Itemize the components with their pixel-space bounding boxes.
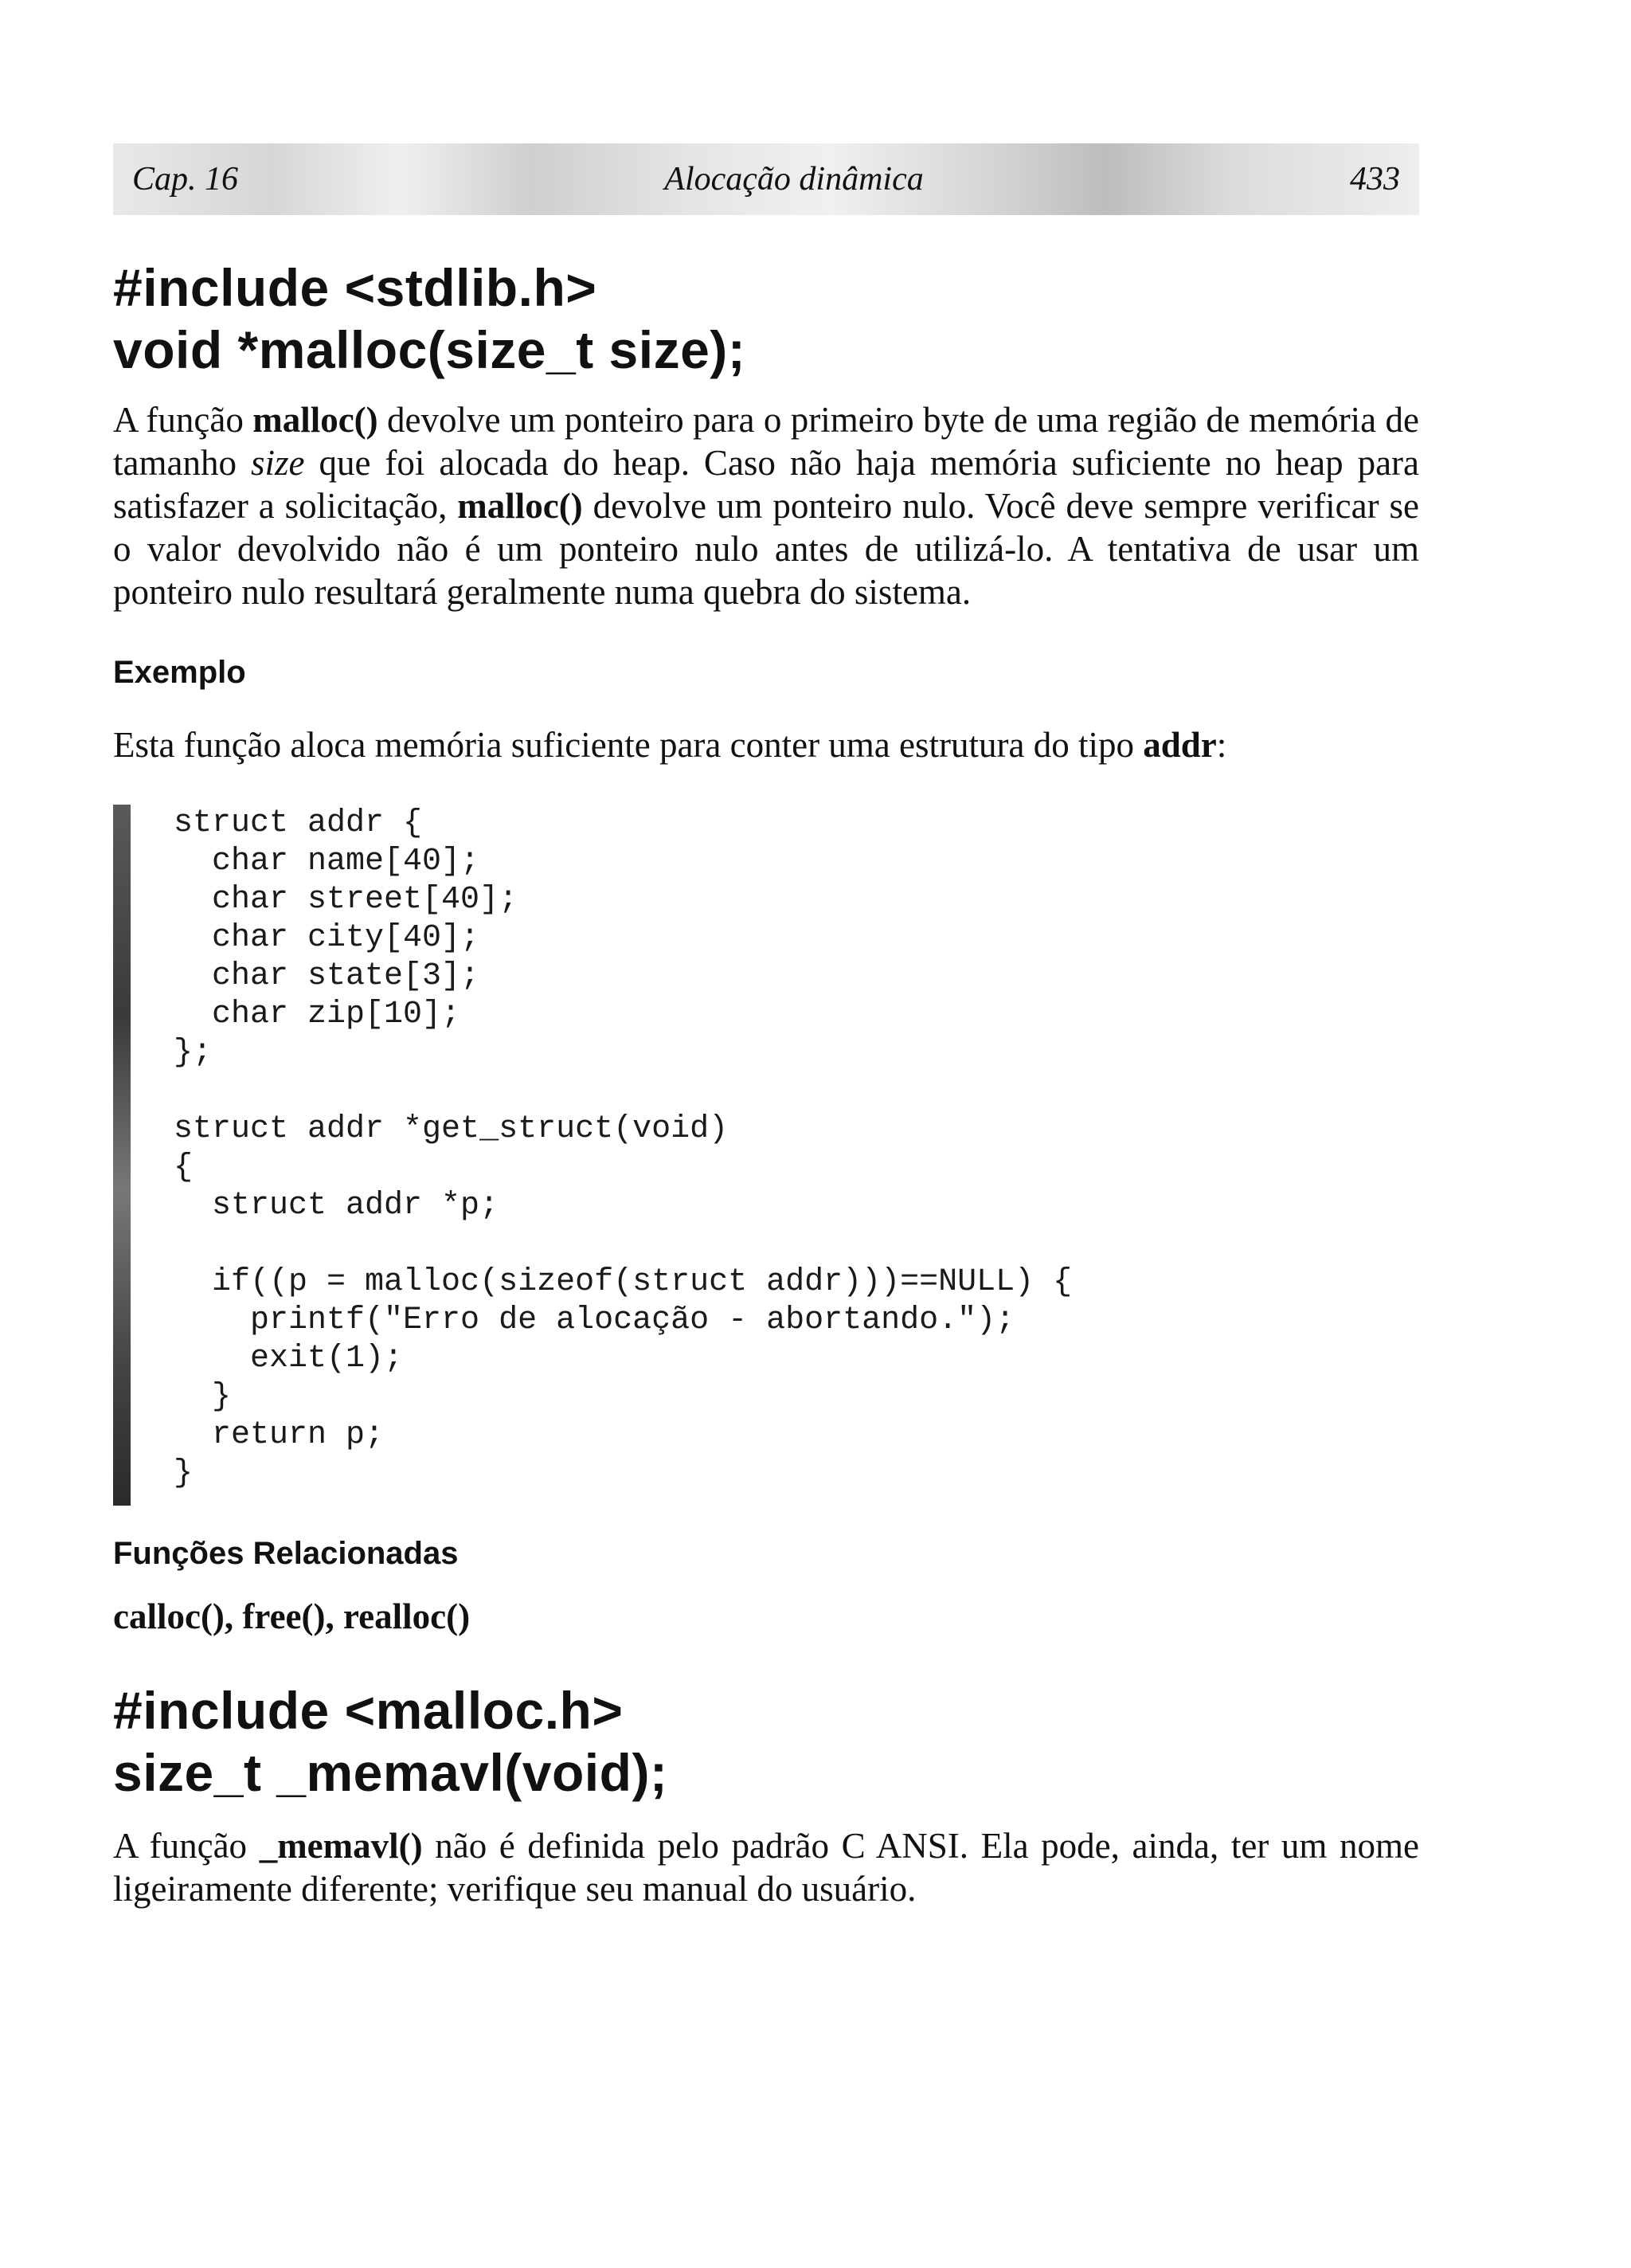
code-example <box>113 805 1419 1506</box>
code-line: char city[40]; <box>174 920 480 956</box>
related-functions-heading: Funções Relacionadas <box>113 1536 459 1571</box>
code-line: printf("Erro de alocação - abortando."); <box>174 1302 1015 1338</box>
text-run: Esta função aloca memória suficiente para conter uma estrutura do tipo <box>113 725 1144 765</box>
text-run: A função <box>113 1826 260 1866</box>
page-number: 433 <box>1350 161 1400 198</box>
example-heading: Exemplo <box>113 655 246 690</box>
text-run: devolve um ponteiro para o primeiro byte de uma região de memória de tamanho <box>113 400 1420 483</box>
text-run: A função <box>113 400 253 440</box>
code-line: if((p = malloc(sizeof(struct addr)))==NULL) { <box>174 1264 1073 1300</box>
text-run: _memavl() <box>259 1826 423 1866</box>
code-line: { <box>174 1150 194 1185</box>
code-line: exit(1); <box>174 1341 404 1377</box>
related-functions-list: calloc(), free(), realloc() <box>113 1596 471 1636</box>
text-run: : <box>1216 725 1227 765</box>
text-run: malloc() <box>252 400 378 440</box>
memavl-description <box>113 1824 1419 1910</box>
running-header <box>113 143 1419 215</box>
code-listing <box>174 805 1072 1493</box>
text-run: addr <box>1143 725 1217 765</box>
malloc-signature <box>113 257 1419 381</box>
code-line: char zip[10]; <box>174 997 461 1032</box>
example-intro <box>113 723 1419 766</box>
memavl-include-line: #include <malloc.h> <box>113 1681 624 1740</box>
code-line: } <box>174 1455 194 1491</box>
code-line: char name[40]; <box>174 844 480 879</box>
memavl-prototype-line: size_t _memavl(void); <box>113 1743 668 1802</box>
code-line: }; <box>174 1035 213 1071</box>
code-line <box>174 1225 1072 1263</box>
malloc-prototype-line: void *malloc(size_t size); <box>113 320 746 379</box>
code-line: char state[3]; <box>174 958 480 994</box>
code-line: struct addr { <box>174 805 423 841</box>
malloc-include-line: #include <stdlib.h> <box>113 258 597 317</box>
code-line: char street[40]; <box>174 882 518 918</box>
code-line: struct addr *get_struct(void) <box>174 1111 729 1147</box>
code-side-bar <box>113 805 131 1506</box>
text-run: que foi alocada do heap. Caso não haja memória suficiente no heap para satisfazer a solicitação, <box>113 443 1420 526</box>
text-run: não é definida pelo padrão C ANSI. Ela pode, ainda, ter um nome ligeiramente diferente; verifique seu manual do usuário. <box>113 1826 1420 1909</box>
code-line <box>174 1072 1072 1110</box>
text-run: malloc() <box>457 486 583 526</box>
code-line: struct addr *p; <box>174 1188 499 1224</box>
text-run: devolve um ponteiro nulo. Você deve sempre verificar se o valor devolvido não é um ponteiro nulo antes de utilizá-lo. A tentativa de usar um ponteiro nulo resultará geralmente numa quebra do sistema. <box>113 486 1420 612</box>
chapter-title: Alocação dinâmica <box>664 161 924 198</box>
chapter-label: Cap. 16 <box>132 161 239 198</box>
memavl-signature <box>113 1679 1419 1804</box>
code-line: return p; <box>174 1417 385 1453</box>
code-line: } <box>174 1379 232 1415</box>
text-run: size <box>250 443 305 483</box>
malloc-description <box>113 398 1419 613</box>
